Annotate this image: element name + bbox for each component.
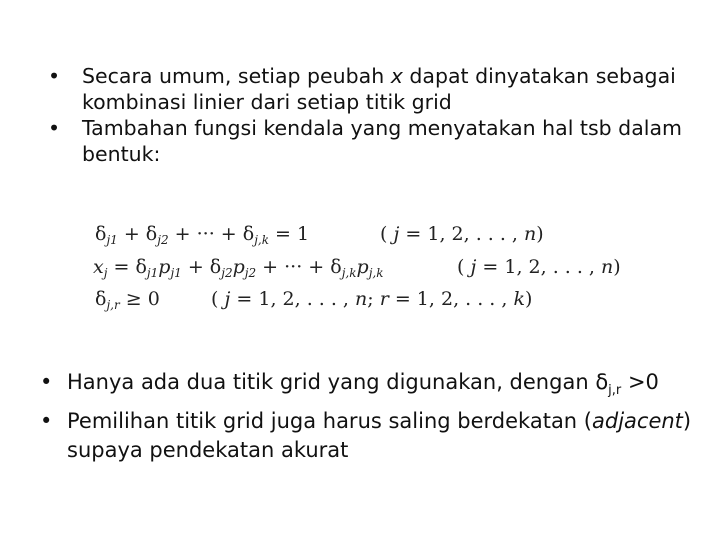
equation-1 (95, 223, 544, 247)
bullet-text-2: Tambahan fungsi kendala yang menyatakan hal tsb dalam bentuk: (82, 116, 682, 166)
eq1-condition: ( j = 1, 2, . . . , n) (380, 223, 544, 245)
bullet-marker: • (40, 370, 53, 394)
bottom-bullet-list (40, 368, 700, 465)
top-bullet-list (48, 63, 698, 167)
bullet-item-2 (48, 115, 698, 167)
bullet-text-4a: Pemilihan titik grid juga harus saling berdekatan ( (67, 409, 592, 433)
bullet-item-1 (48, 63, 698, 115)
eq1-lhs: $\delta_{j1} + \delta_{j2}$ + ··· + $\delta_{j,k} = 1$ (95, 223, 310, 247)
equation-3 (95, 288, 533, 312)
delta-subscript: j,r (608, 383, 622, 398)
delta-symbol: δ (595, 370, 609, 394)
bullet-marker: • (40, 409, 53, 433)
eq3-condition: ( j = 1, 2, . . . , n; r = 1, 2, . . . , k) (211, 288, 533, 310)
bullet-item-3 (40, 368, 700, 405)
eq3-lhs: $\delta_{j,r} \ge 0$ (95, 288, 160, 312)
eq2-lhs: $x_j = \delta_{j1}p_{j1} + \delta_{j2}p_{j2}$ + ··· + $\delta_{j,k}p_{j,k}$ (93, 256, 384, 280)
bullet-marker: • (48, 116, 61, 140)
eq2-condition: ( j = 1, 2, . . . , n) (457, 256, 621, 278)
bullet-text-4-italic: adjacent (592, 409, 683, 433)
bullet-text-3b: >0 (621, 370, 659, 394)
bullet-text-1a: Secara umum, setiap peubah (82, 64, 391, 88)
bullet-text-3a: Hanya ada dua titik grid yang digunakan, dengan (67, 370, 596, 394)
bullet-text-4b: ) supaya pendekatan akurat (67, 409, 692, 462)
bullet-text-1b: dapat dinyatakan sebagai kombinasi linier dari setiap titik grid (82, 64, 676, 114)
equation-2 (93, 256, 621, 280)
bullet-item-4 (40, 407, 700, 465)
bullet-marker: • (48, 64, 61, 88)
bullet-text-1-var: x (390, 64, 403, 88)
